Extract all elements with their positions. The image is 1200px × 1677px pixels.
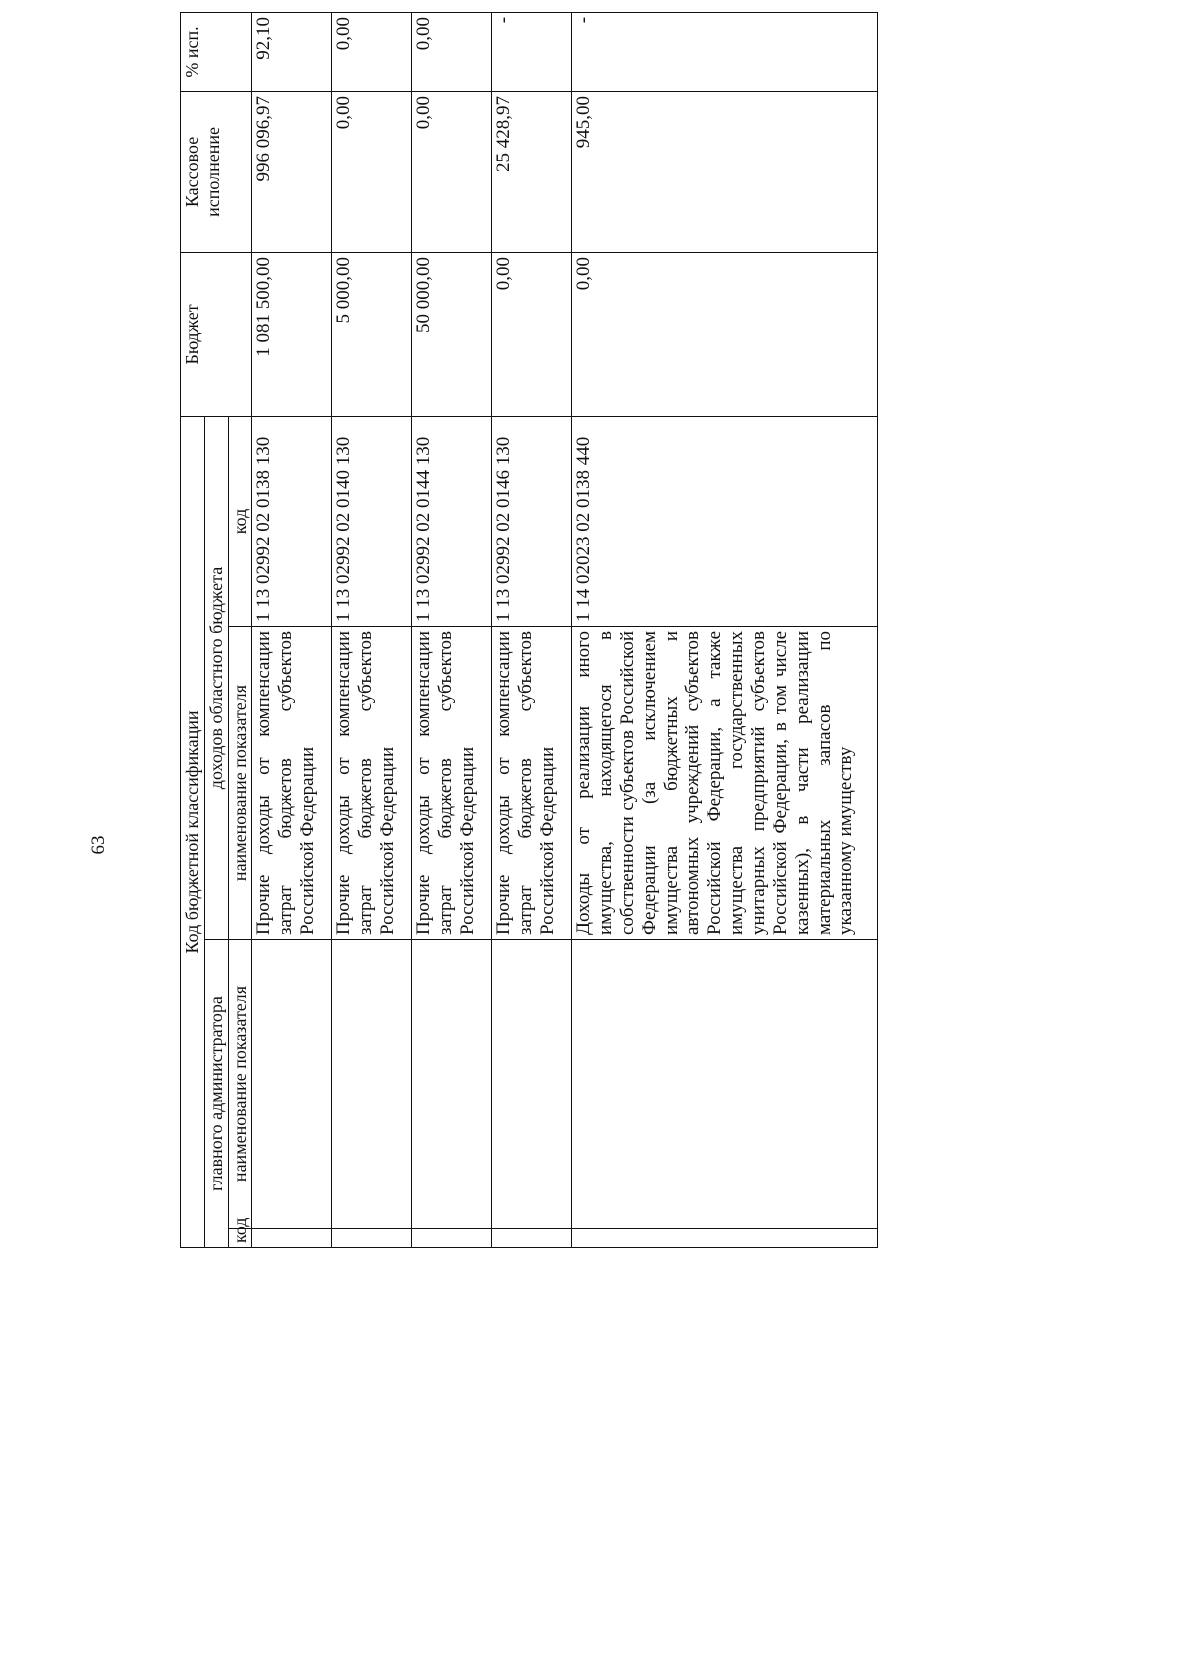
table-row	[572, 12, 878, 1247]
admin-name-cell	[332, 940, 412, 1229]
income-code-cell: 1 13 02992 02 0146 130	[492, 416, 572, 626]
income-name-cell: Прочие доходы от компенсации затрат бюджетов субъектов Российской Федерации	[412, 627, 492, 940]
header-income-code: код	[228, 416, 252, 626]
admin-name-cell	[412, 940, 492, 1229]
admin-name-cell	[572, 940, 878, 1229]
percent-cell: -	[492, 12, 572, 91]
cash-cell: 945,00	[572, 91, 878, 252]
budget-cell: 1 081 500,00	[252, 252, 332, 416]
percent-cell: 0,00	[332, 12, 412, 91]
income-name-cell: Прочие доходы от компенсации затрат бюджетов субъектов Российской Федерации	[252, 627, 332, 940]
admin-code-cell	[492, 1229, 572, 1248]
table-row	[492, 12, 572, 1247]
admin-code-cell	[332, 1229, 412, 1248]
budget-table	[180, 12, 878, 1248]
income-name-cell: Прочие доходы от компенсации затрат бюджетов субъектов Российской Федерации	[332, 627, 412, 940]
budget-cell: 50 000,00	[412, 252, 492, 416]
table-row	[252, 12, 332, 1247]
header-regional-income: доходов областного бюджета	[205, 416, 229, 939]
percent-cell: 92,10	[252, 12, 332, 91]
cash-cell: 0,00	[412, 91, 492, 252]
income-code-cell: 1 14 02023 02 0138 440	[572, 416, 878, 626]
budget-cell: 0,00	[492, 252, 572, 416]
admin-code-cell	[572, 1229, 878, 1248]
header-classification: Код бюджетной классификации	[181, 416, 205, 1247]
cash-cell: 25 428,97	[492, 91, 572, 252]
budget-cell: 0,00	[572, 252, 878, 416]
header-percent: % исп.	[181, 12, 252, 91]
header-admin-name: наименование показателя	[228, 940, 252, 1229]
rotated-table-wrapper	[180, 16, 878, 1248]
cash-cell: 996 096,97	[252, 91, 332, 252]
budget-cell: 5 000,00	[332, 252, 412, 416]
cash-cell: 0,00	[332, 91, 412, 252]
income-code-cell: 1 13 02992 02 0140 130	[332, 416, 412, 626]
table-row	[332, 12, 412, 1247]
income-code-cell: 1 13 02992 02 0144 130	[412, 416, 492, 626]
income-code-cell: 1 13 02992 02 0138 130	[252, 416, 332, 626]
page-number: 63	[88, 835, 109, 855]
header-chief-admin: главного администратора	[205, 940, 229, 1248]
percent-cell: -	[572, 12, 878, 91]
admin-name-cell	[492, 940, 572, 1229]
header-income-name: наименование показателя	[228, 627, 252, 940]
percent-cell: 0,00	[412, 12, 492, 91]
header-admin-code: код	[228, 1229, 252, 1248]
table-row	[412, 12, 492, 1247]
income-name-cell: Прочие доходы от компенсации затрат бюджетов субъектов Российской Федерации	[492, 627, 572, 940]
admin-code-cell	[412, 1229, 492, 1248]
admin-name-cell	[252, 940, 332, 1229]
income-name-cell: Доходы от реализации иного имущества, находящегося в собственности субъектов Российской Федерации (за исключением имущества бюджетных и автономных учреждений субъектов Российской Федерации, а также имущества государственных унитарных предприятий субъектов Российской Федерации, в том числе казенных), в части реализации материальных запасов по указанному имуществу	[572, 627, 878, 940]
admin-code-cell	[252, 1229, 332, 1248]
header-cash-execution: Кассовое исполнение	[181, 91, 252, 252]
header-budget: Бюджет	[181, 252, 252, 416]
